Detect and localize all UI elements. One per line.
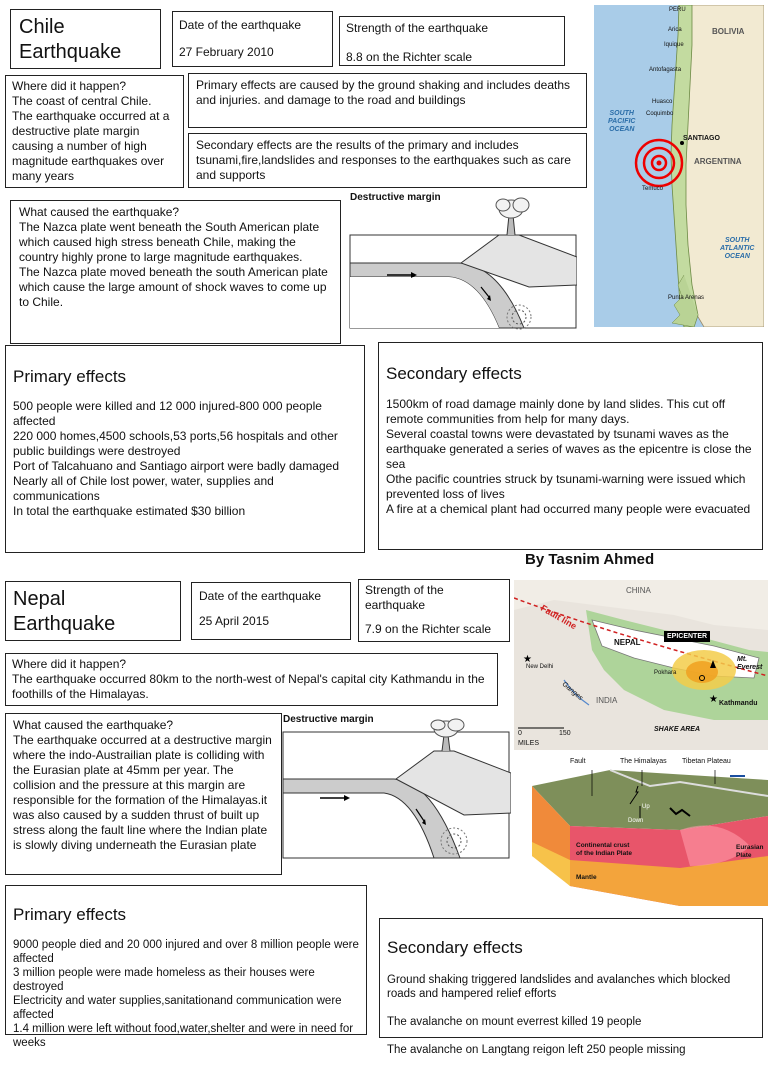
chile-map-label-peru: PERU	[669, 7, 686, 13]
chile-date-box	[172, 11, 333, 67]
chile-diagram-label: Destructive margin	[350, 192, 441, 203]
nepal-map-label-miles: MILES	[518, 740, 540, 747]
block-label-himalayas: The Himalayas	[620, 758, 667, 765]
nepal-map-label-nepal: NEPAL	[614, 638, 641, 647]
block-label-eurasian: Eurasian Plate	[736, 844, 764, 859]
nepal-date-value: 25 April 2015	[199, 614, 270, 628]
nepal-secondary-effects-title: Secondary effects	[387, 938, 523, 957]
block-label-fault: Fault	[570, 758, 586, 765]
nepal-title: Nepal Earthquake	[5, 581, 181, 641]
nepal-map-label-new-delhi: New Delhi	[526, 664, 554, 670]
chile-secondary-definition: Secondary effects are the results of the primary and includes tsunami,fire,landslides and responses to the earthquakes such as care and supports	[188, 133, 587, 188]
nepal-strength-box	[358, 579, 510, 642]
nepal-block-diagram	[530, 756, 768, 906]
chile-primary-effects-title: Primary effects	[13, 367, 127, 386]
chile-map-label-santiago: SANTIAGO	[683, 135, 720, 142]
block-label-mantle: Mantle	[576, 874, 597, 881]
chile-primary-effects-box	[5, 345, 365, 553]
chile-date-label: Date of the earthquake	[179, 18, 302, 32]
chile-map-label-bolivia: BOLIVIA	[712, 27, 745, 36]
nepal-date-label: Date of the earthquake	[199, 589, 322, 603]
block-label-down: Down	[628, 818, 644, 824]
block-label-tibetan: Tibetan Plateau	[682, 758, 731, 765]
nepal-map-label-kathmandu: Kathmandu	[719, 700, 758, 707]
nepal-strength-value: 7.9 on the Richter scale	[365, 622, 492, 636]
chile-map-label-punta-arenas: Punta Arenas	[668, 295, 705, 301]
nepal-where-text: Where did it happen? The earthquake occurred 80km to the north-west of Nepal's capital city Kathmandu in the foothills of the Himalayas.	[12, 657, 485, 701]
chile-map-label-argentina: ARGENTINA	[694, 157, 742, 166]
nepal-map-label-scale-150: 150	[559, 730, 571, 737]
chile-map-label-antofagasta: Antofagasta	[649, 67, 682, 73]
chile-secondary-effects-box	[378, 342, 763, 550]
nepal-map-label-pokhara: Pokhara	[654, 670, 677, 676]
chile-secondary-effects-title: Secondary effects	[386, 364, 522, 383]
nepal-date-box	[191, 582, 351, 640]
chile-title: Chile Earthquake	[10, 9, 161, 69]
chile-cause-box: What caused the earthquake? The Nazca plate went beneath the South American plate which caused high stress beneath Chile, making the country highly prone to large magnitude earthquakes. The Nazca plate moved beneath the south American plate which cause the large amount of shock waves to come up to Chile.	[10, 200, 341, 344]
nepal-map-label-everest: Mt. Everest	[737, 656, 763, 671]
chile-map	[594, 5, 764, 327]
chile-strength-box	[339, 16, 565, 66]
nepal-map-label-epicenter: EPICENTER	[664, 631, 710, 642]
author-credit: By Tasnim Ahmed	[525, 551, 655, 568]
nepal-cause-box: What caused the earthquake? The earthquake occurred at a destructive margin where the indo-Austrailian plate is colliding with the Eurasian plate at 45mm per year. The collision and the pressure at this margin are responsible for the formation of the Himalayas.it was also caused by a sudden thrust of built up stress along the fault line where the Indian plate is slowly diving underneath the Eurasian plate	[5, 713, 282, 875]
nepal-map-label-india: INDIA	[596, 696, 618, 705]
nepal-destructive-margin-diagram	[282, 717, 511, 860]
chile-secondary-effects-text: 1500km of road damage mainly done by land slides. This cut off remote communities from help for many days. Several coastal towns were devastated by tsunami waves as the earthquake generated a series of waves as the epicentre is close the sea Othe pacific countries struck by tsunami-warning were issued which prevented loss of lives A fire at a chemical plant had occurred many people were evacuated	[386, 397, 752, 516]
nepal-map-label-china: CHINA	[626, 586, 651, 595]
svg-text:★: ★	[523, 654, 532, 665]
nepal-map-label-fault-line: Fault line	[539, 602, 579, 632]
chile-map-label-coquimbo: Coquimbo	[646, 111, 674, 117]
chile-map-label-temuco: Temuco	[642, 186, 664, 192]
nepal-primary-effects-title: Primary effects	[13, 905, 127, 924]
chile-where-box: Where did it happen? The coast of central Chile. The earthquake occurred at a destructive plate margin causing a number of high magnitude earthquakes over many years	[5, 75, 184, 188]
nepal-where-box	[5, 653, 498, 706]
svg-text:★: ★	[709, 694, 718, 705]
nepal-strength-label: Strength of the earthquake	[365, 583, 444, 612]
nepal-map-label-shake-area: SHAKE AREA	[654, 726, 701, 733]
nepal-primary-effects-text: 9000 people died and 20 000 injured and over 8 million people were affected 3 million people were made homeless as their houses were destroyed Electricity and water supplies,sanitationand communication were affected 1.4 million were left without food,water,shelter and were in need for weeks	[13, 939, 359, 1049]
nepal-map-label-ganges: Ganges	[560, 680, 584, 703]
block-label-crust: Continental crust of the Indian Plate	[576, 842, 632, 857]
block-label-up: Up	[642, 804, 650, 810]
chile-map-label-huasco: Huasco	[652, 99, 673, 105]
chile-map-label-south-pacific: SOUTH PACIFIC OCEAN	[608, 110, 636, 133]
nepal-secondary-effects-box	[379, 918, 763, 1056]
chile-destructive-margin-diagram	[349, 195, 577, 330]
chile-map-label-iquique: Iquique	[664, 42, 684, 48]
nepal-map-label-scale-0: 0	[518, 730, 522, 737]
nepal-map	[514, 580, 768, 750]
chile-date-value: 27 February 2010	[179, 45, 274, 59]
nepal-diagram-label: Destructive margin	[283, 714, 374, 725]
chile-map-label-south-atlantic: SOUTH ATLANTIC OCEAN	[720, 237, 755, 260]
chile-strength-value: 8.8 on the Richter scale	[346, 50, 473, 64]
chile-map-label-arica: Arica	[668, 27, 682, 33]
chile-primary-effects-text: 500 people were killed and 12 000 injured-800 000 people affected 220 000 homes,4500 schools,53 ports,56 hospitals and other public buildings were destroyed Port of Talcahuano and Santiago airport were badly damaged Nearly all of Chile lost power, water, supplies and communications In total the earthquake estimated $30 billion	[13, 399, 339, 518]
nepal-secondary-effects-text: Ground shaking triggered landslides and avalanches which blocked roads and hampered relief efforts The avalanche on mount everrest killed 19 people The avalanche on Langtang reigon left 250 people missing	[387, 974, 731, 1056]
nepal-primary-effects-box	[5, 885, 367, 1049]
chile-strength-label: Strength of the earthquake	[346, 21, 489, 35]
chile-primary-definition: Primary effects are caused by the ground shaking and includes deaths and injuries. and damage to the road and buildings	[188, 73, 587, 128]
